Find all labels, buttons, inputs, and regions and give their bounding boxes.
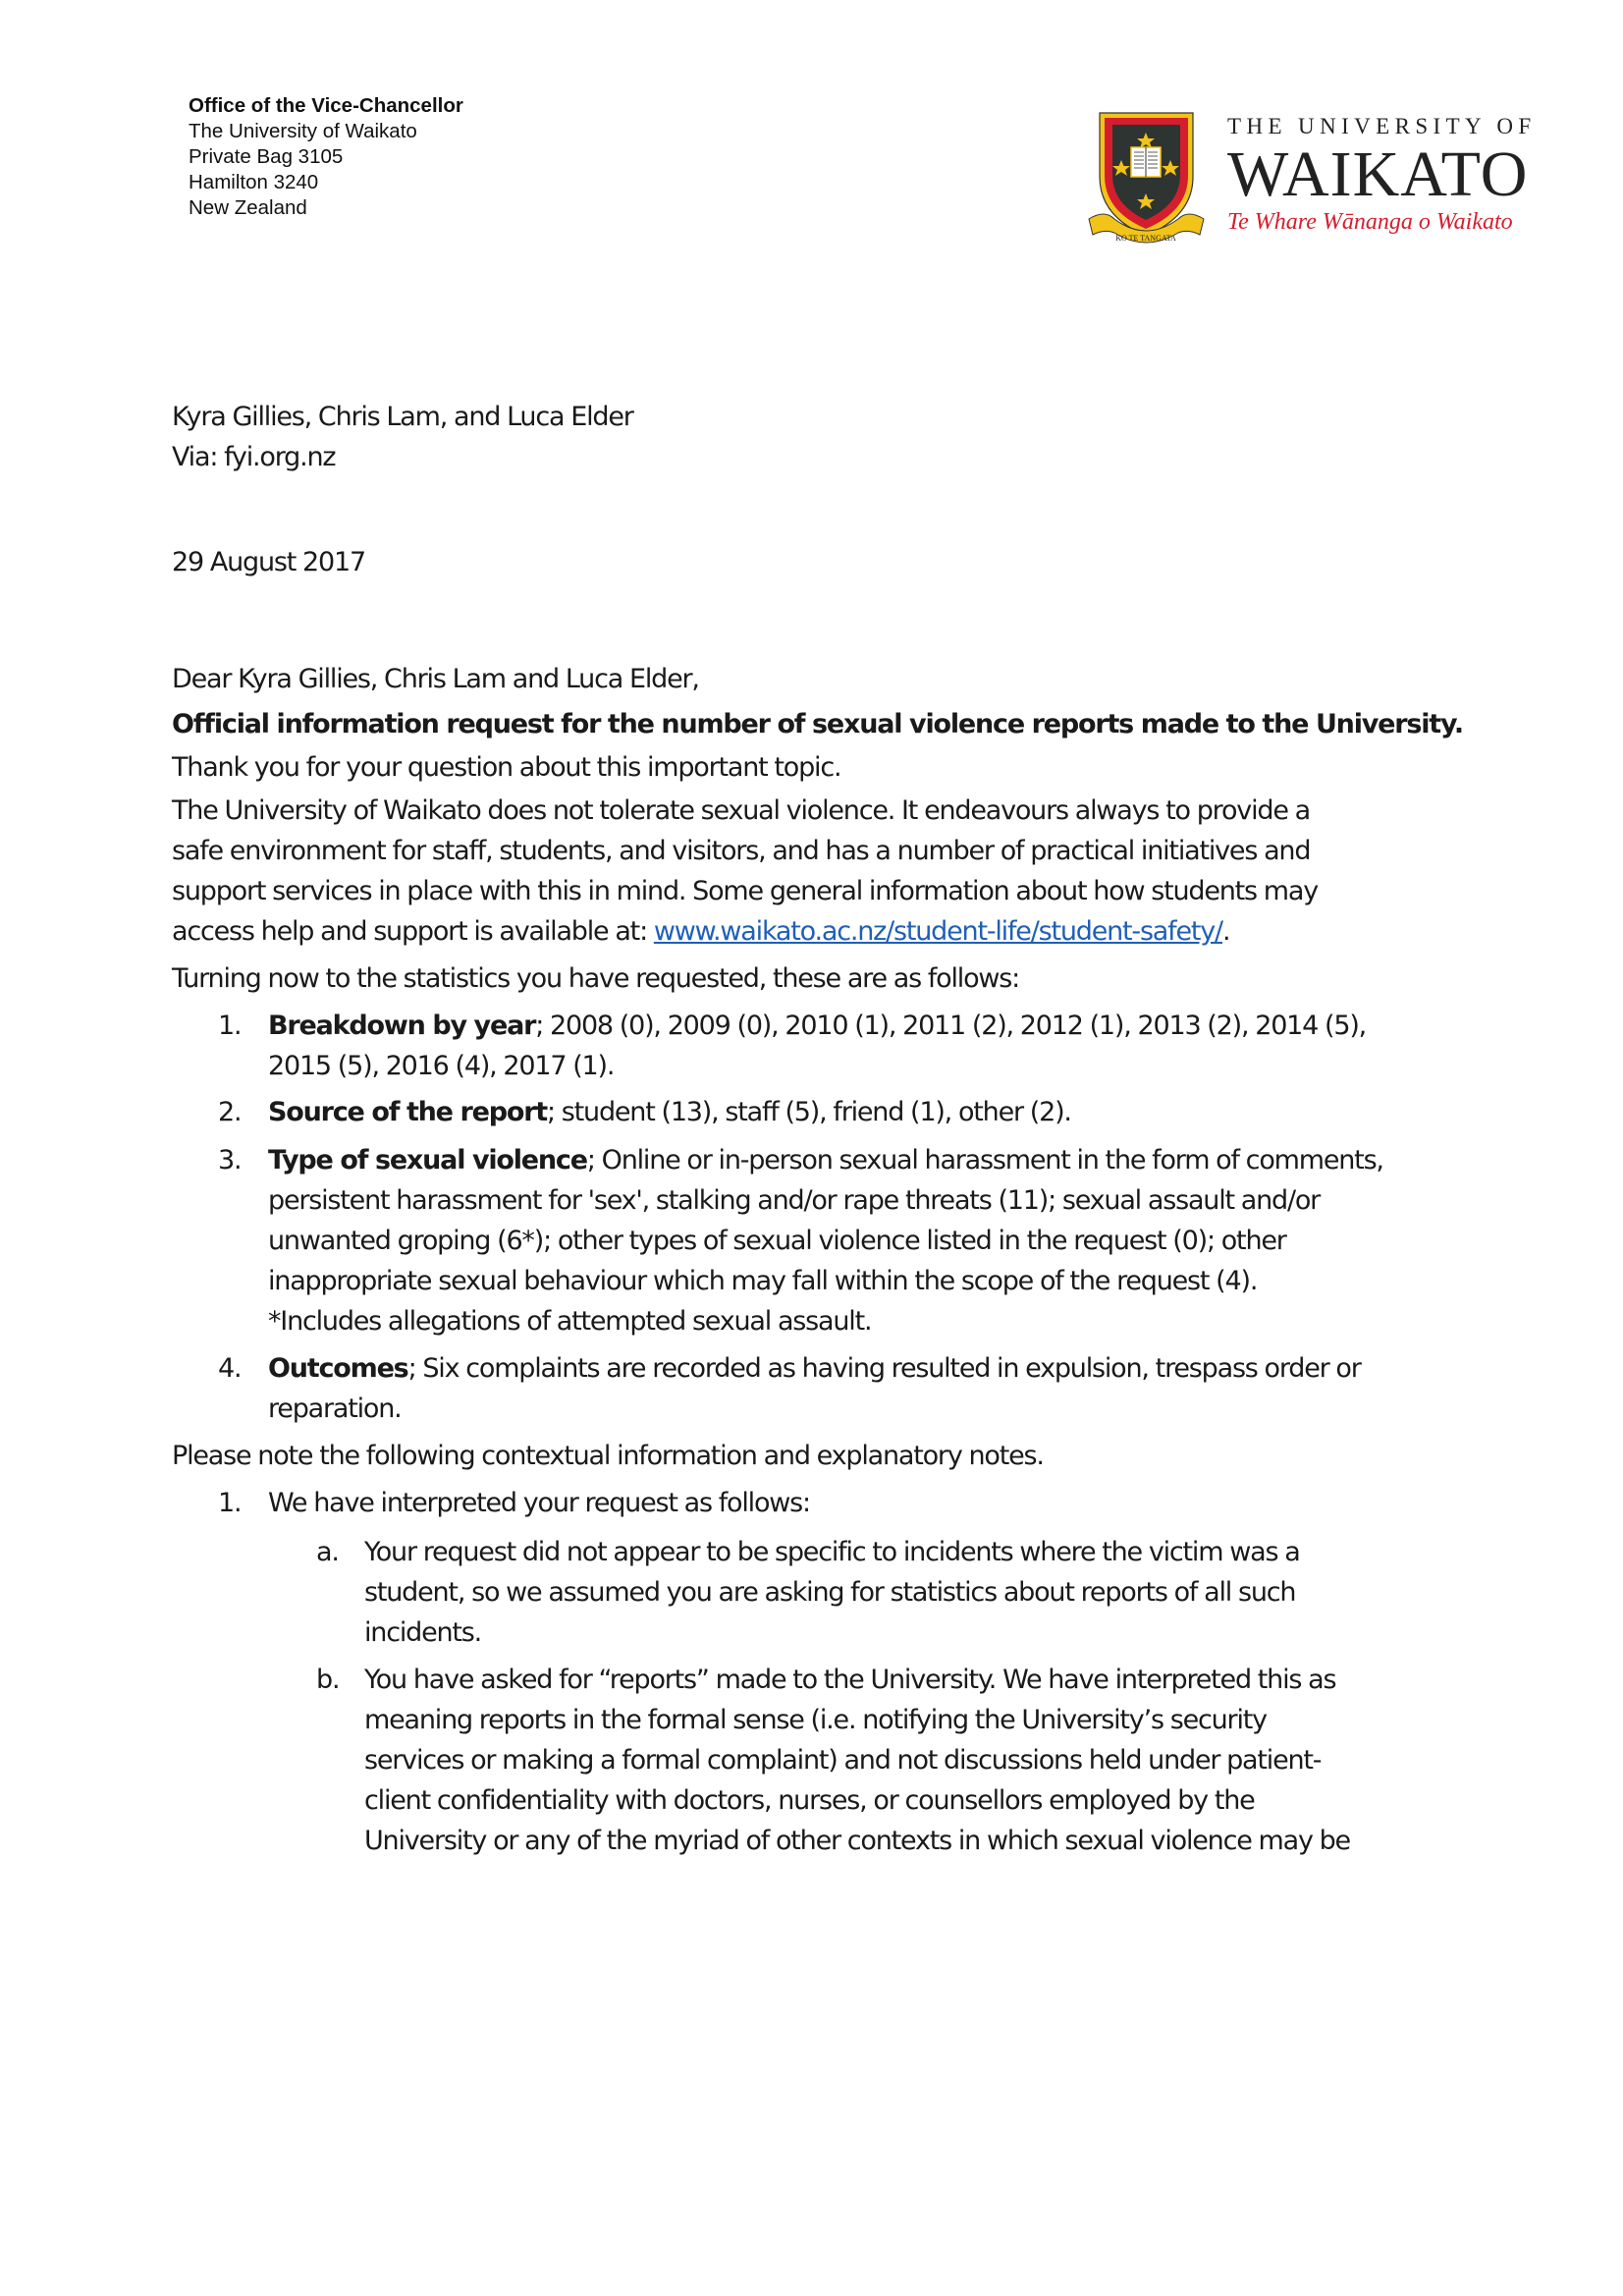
intro-line: support services in place with this in mind. Some general information about how students may [172, 876, 1318, 906]
recipient-names: Kyra Gillies, Chris Lam, and Luca Elder [172, 402, 633, 432]
subnote-letter: a. [316, 1537, 339, 1567]
stat-item-type [268, 1141, 1383, 1181]
university-crest-icon [1085, 103, 1208, 250]
subject-line: Official information request for the number of sexual violence reports made to the University. [172, 709, 1463, 739]
stat-text: persistent harassment for 'sex', stalking and/or rape threats (11); sexual assault and/or [268, 1185, 1321, 1216]
subnote-text: student, so we assumed you are asking for statistics about reports of all such [364, 1577, 1296, 1608]
stat-text: 2015 (5), 2016 (4), 2017 (1). [268, 1051, 615, 1081]
intro-line: safe environment for staff, students, and visitors, and has a number of practical initiatives and [172, 836, 1311, 866]
stat-text: ; student (13), staff (5), friend (1), other (2). [547, 1097, 1071, 1127]
intro-line: The University of Waikato does not tolerate sexual violence. It endeavours always to provide a [172, 795, 1310, 826]
logo-top-line: THE UNIVERSITY OF [1227, 114, 1537, 138]
stat-text: ; 2008 (0), 2009 (0), 2010 (1), 2011 (2), 2012 (1), 2013 (2), 2014 (5), [535, 1011, 1367, 1041]
stat-heading: Type of sexual violence [268, 1145, 587, 1175]
subnote-text: Your request did not appear to be specific to incidents where the victim was a [364, 1537, 1300, 1567]
stat-number: 1. [218, 1011, 242, 1041]
intro-text: access help and support is available at: [172, 916, 654, 947]
subnote-letter: b. [316, 1665, 340, 1695]
letter-date: 29 August 2017 [172, 547, 365, 577]
stat-heading: Breakdown by year [268, 1011, 536, 1041]
stat-number: 4. [218, 1353, 242, 1384]
address-line: The University of Waikato [189, 120, 417, 142]
note-number: 1. [218, 1488, 242, 1518]
note-text: We have interpreted your request as follows: [268, 1488, 810, 1518]
subnote-text: services or making a formal complaint) and not discussions held under patient- [364, 1745, 1322, 1776]
svg-text:KO TE TANGATA: KO TE TANGATA [1115, 234, 1176, 243]
turning-paragraph: Turning now to the statistics you have requested, these are as follows: [172, 963, 1020, 994]
stat-text: unwanted groping (6*); other types of sexual violence listed in the request (0); other [268, 1226, 1286, 1256]
stat-heading: Outcomes [268, 1353, 408, 1384]
address-line: Private Bag 3105 [189, 145, 344, 168]
university-logo [1085, 103, 1546, 250]
intro-line [172, 912, 1229, 953]
stat-text: ; Six complaints are recorded as having resulted in expulsion, trespass order or [407, 1353, 1361, 1384]
subnote-text: meaning reports in the formal sense (i.e. notifying the University’s security [364, 1705, 1267, 1735]
thanks-paragraph: Thank you for your question about this important topic. [172, 752, 841, 783]
office-title: Office of the Vice-Chancellor [189, 94, 463, 117]
stat-item-year [268, 1007, 1366, 1047]
stat-number: 3. [218, 1145, 242, 1175]
stat-item-outcomes [268, 1349, 1361, 1390]
logo-maori-name: Te Whare Wānanga o Waikato [1227, 209, 1513, 235]
address-line: New Zealand [189, 196, 307, 219]
stat-item-source [268, 1093, 1071, 1133]
stat-footnote: *Includes allegations of attempted sexual assault. [268, 1306, 872, 1337]
notes-intro: Please note the following contextual information and explanatory notes. [172, 1441, 1044, 1471]
stat-number: 2. [218, 1097, 242, 1127]
stat-text: ; Online or in-person sexual harassment in the form of comments, [586, 1145, 1383, 1175]
logo-wordmark [1227, 113, 1537, 237]
recipient-via: Via: fyi.org.nz [172, 442, 336, 472]
subnote-text: client confidentiality with doctors, nurses, or counsellors employed by the [364, 1785, 1255, 1816]
student-safety-link[interactable]: www.waikato.ac.nz/student-life/student-safety/ [653, 916, 1222, 947]
subnote-text: You have asked for “reports” made to the University. We have interpreted this as [364, 1665, 1336, 1695]
address-line: Hamilton 3240 [189, 171, 319, 193]
stat-heading: Source of the report [268, 1097, 548, 1127]
salutation: Dear Kyra Gillies, Chris Lam and Luca Elder, [172, 664, 699, 694]
subnote-text: incidents. [364, 1617, 482, 1648]
subnote-text: University or any of the myriad of other contexts in which sexual violence may be [364, 1826, 1350, 1856]
sender-address [189, 93, 463, 221]
logo-name: WAIKATO [1227, 138, 1529, 210]
stat-text: inappropriate sexual behaviour which may fall within the scope of the request (4). [268, 1266, 1258, 1296]
stat-text: reparation. [268, 1394, 402, 1424]
intro-period: . [1221, 916, 1230, 947]
